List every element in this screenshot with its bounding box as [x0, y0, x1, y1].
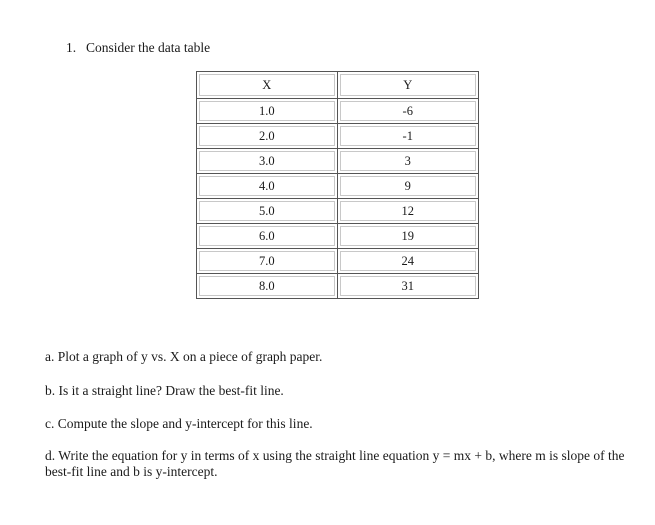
- question-b: b. Is it a straight line? Draw the best-fit line.: [45, 383, 284, 398]
- table-row: [197, 99, 479, 124]
- problem-title: Consider the data table: [86, 40, 211, 55]
- cell-x: 2.0: [197, 124, 338, 149]
- cell-x: 6.0: [197, 224, 338, 249]
- cell-y: -1: [337, 124, 478, 149]
- cell-x: 4.0: [197, 174, 338, 199]
- table-header-row: [197, 72, 479, 99]
- cell-y: 3: [337, 149, 478, 174]
- table-row: [197, 149, 479, 174]
- table-row: [197, 274, 479, 299]
- table-row: [197, 224, 479, 249]
- question-d: d. Write the equation for y in terms of x using the straight line equation y = mx + b, where m is slope of the best-fit line and b is y-intercept.: [45, 448, 625, 479]
- column-header-x: X: [197, 72, 338, 99]
- table-row: [197, 124, 479, 149]
- table-row: [197, 249, 479, 274]
- data-table: [196, 71, 479, 299]
- problem-number: 1.: [66, 40, 77, 55]
- cell-x: 1.0: [197, 99, 338, 124]
- cell-y: 9: [337, 174, 478, 199]
- column-header-y: Y: [337, 72, 478, 99]
- cell-x: 7.0: [197, 249, 338, 274]
- cell-x: 5.0: [197, 199, 338, 224]
- cell-x: 8.0: [197, 274, 338, 299]
- cell-y: 12: [337, 199, 478, 224]
- problem-heading: [66, 40, 210, 56]
- question-a: a. Plot a graph of y vs. X on a piece of graph paper.: [45, 349, 323, 364]
- cell-y: -6: [337, 99, 478, 124]
- question-c: c. Compute the slope and y-intercept for this line.: [45, 416, 313, 431]
- cell-x: 3.0: [197, 149, 338, 174]
- cell-y: 31: [337, 274, 478, 299]
- table-row: [197, 174, 479, 199]
- cell-y: 19: [337, 224, 478, 249]
- table-row: [197, 199, 479, 224]
- cell-y: 24: [337, 249, 478, 274]
